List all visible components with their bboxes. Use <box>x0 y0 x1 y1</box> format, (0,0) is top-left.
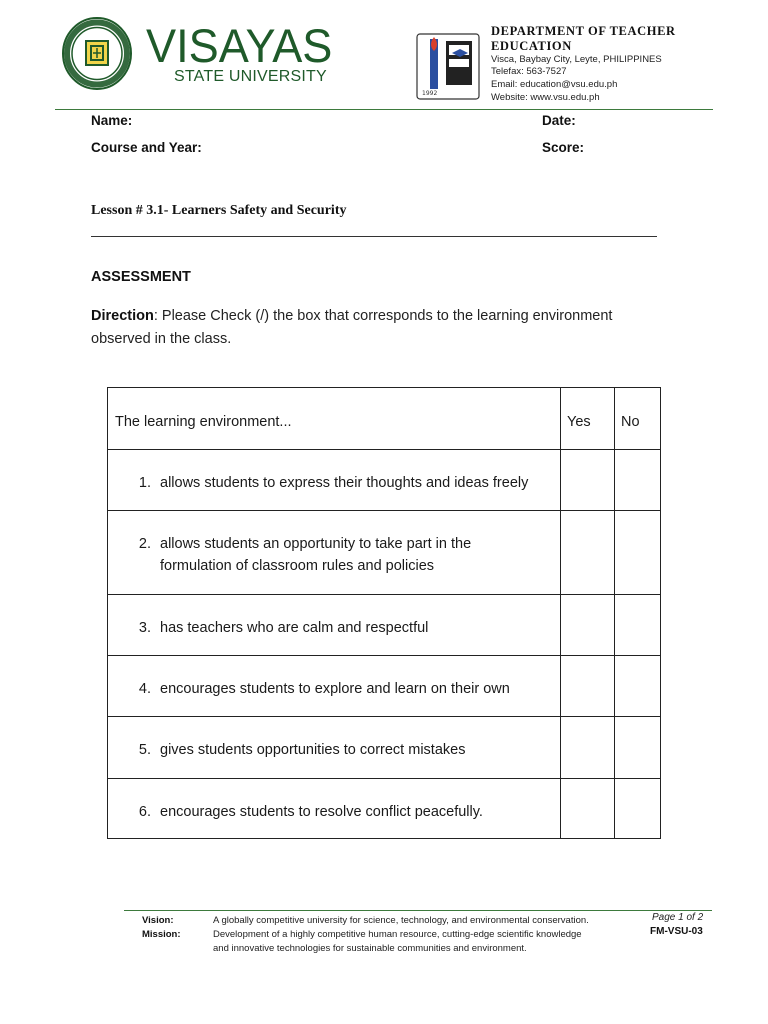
direction-label: Direction <box>91 308 154 324</box>
yes-checkbox[interactable] <box>561 779 614 838</box>
form-code: FM-VSU-03 <box>650 926 703 937</box>
row-number: 1. <box>138 475 151 491</box>
mission-label: Mission: <box>142 929 181 940</box>
mission-text-line2: and innovative technologies for sustainable communities and environment. <box>213 943 527 954</box>
page-number: Page 1 of 2 <box>652 912 704 923</box>
row-text: allows students to express their thoughts and ideas freely <box>160 475 529 491</box>
department-logo <box>416 33 480 100</box>
row-text: encourages students to resolve conflict peacefully. <box>160 804 483 820</box>
row-number: 6. <box>138 804 151 820</box>
footer-divider <box>124 910 712 911</box>
no-checkbox[interactable] <box>615 595 661 655</box>
score-label: Score: <box>542 140 585 155</box>
header-divider <box>55 109 713 110</box>
row-text: allows students an opportunity to take part in the <box>160 536 472 552</box>
university-name: VISAYAS <box>146 19 333 72</box>
yes-checkbox[interactable] <box>561 717 614 778</box>
no-checkbox[interactable] <box>615 717 661 778</box>
row-number: 5. <box>138 742 151 758</box>
svg-text:1992: 1992 <box>422 90 438 97</box>
lesson-underline <box>91 236 657 237</box>
name-label: Name: <box>91 113 133 128</box>
no-checkbox[interactable] <box>615 450 661 510</box>
table-header-no: No <box>621 414 640 430</box>
yes-checkbox[interactable] <box>561 656 614 716</box>
row-text: encourages students to explore and learn on their own <box>160 681 510 697</box>
vision-text: A globally competitive university for science, technology, and environmental conservation. <box>213 915 589 926</box>
no-checkbox[interactable] <box>615 656 661 716</box>
lesson-title: Lesson # 3.1- Learners Safety and Security <box>91 203 347 218</box>
no-checkbox[interactable] <box>615 511 661 594</box>
direction-body: : Please Check (/) the box that corresponds to the learning environment observed in the class. <box>91 308 613 347</box>
date-label: Date: <box>542 113 576 128</box>
row-number: 4. <box>138 681 151 697</box>
university-subtitle: STATE UNIVERSITY <box>174 68 327 85</box>
direction-text <box>91 305 651 351</box>
row-text: has teachers who are calm and respectful <box>160 620 429 636</box>
yes-checkbox[interactable] <box>561 511 614 594</box>
yes-checkbox[interactable] <box>561 595 614 655</box>
vision-label: Vision: <box>142 915 174 926</box>
table-header-yes: Yes <box>567 414 591 430</box>
assessment-heading: ASSESSMENT <box>91 269 191 285</box>
department-title: DEPARTMENT OF TEACHER EDUCATION <box>491 24 676 53</box>
department-email: Email: education@vsu.edu.ph <box>491 79 618 90</box>
row-text: formulation of classroom rules and policies <box>160 558 435 574</box>
mission-text-line1: Development of a highly competitive human resource, cutting-edge scientific knowledge <box>213 929 582 940</box>
course-year-label: Course and Year: <box>91 140 202 155</box>
assessment-table <box>107 387 661 839</box>
table-header-item: The learning environment... <box>115 414 292 430</box>
department-telefax: Telefax: 563-7527 <box>491 66 567 77</box>
department-address: Visca, Baybay City, Leyte, PHILIPPINES <box>491 54 662 65</box>
no-checkbox[interactable] <box>615 779 661 838</box>
row-number: 2. <box>138 536 151 552</box>
department-website: Website: www.vsu.edu.ph <box>491 92 600 103</box>
row-number: 3. <box>138 620 151 636</box>
yes-checkbox[interactable] <box>561 450 614 510</box>
row-text: gives students opportunities to correct mistakes <box>160 742 466 758</box>
university-seal <box>62 17 132 90</box>
